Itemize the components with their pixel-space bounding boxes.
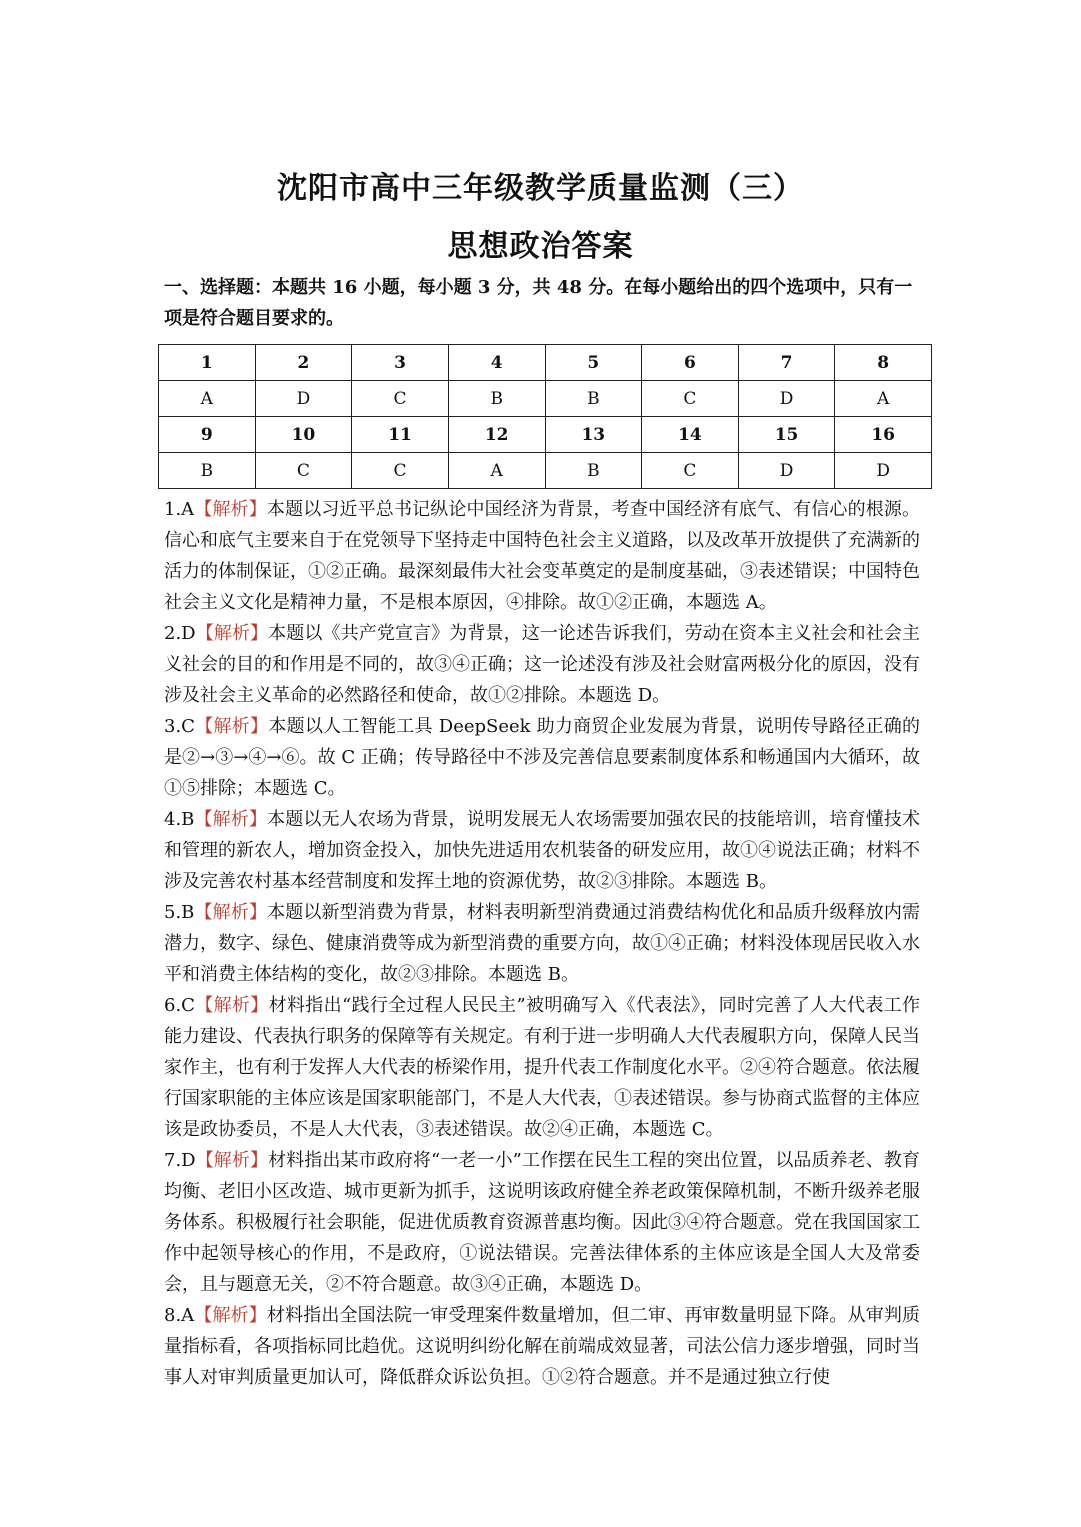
table-row-answers-2 (159, 453, 932, 489)
explanation-text: 本题以《共产党宣言》为背景，这一论述告诉我们，劳动在资本主义社会和社会主义社会的目的和作用是不同的，故③④正确；这一论述没有涉及社会财富两极分化的原因，没有涉及社会主义革命的必然路径和使命，故①②排除。本题选 D。 (164, 623, 921, 706)
question-number-cell: 8 (835, 345, 932, 381)
explanation-item (164, 618, 920, 711)
explanation-item (164, 1300, 920, 1393)
answer-cell: C (352, 453, 449, 489)
analysis-tag: 【解析】 (194, 1305, 267, 1326)
explanation-item (164, 804, 920, 897)
question-number-cell: 1 (159, 345, 256, 381)
analysis-tag: 【解析】 (195, 1150, 269, 1171)
question-answer-prefix: 3.C (164, 716, 195, 737)
explanation-item (164, 711, 920, 804)
explanation-text: 本题以新型消费为背景，材料表明新型消费通过消费结构优化和品质升级释放内需潜力，数字、绿色、健康消费等成为新型消费的重要方向，故①④正确；材料没体现居民收入水平和消费主体结构的变化，故②③排除。本题选 B。 (164, 902, 921, 985)
analysis-tag: 【解析】 (195, 623, 269, 644)
answer-cell: C (642, 381, 739, 417)
explanation-item (164, 494, 920, 618)
question-answer-prefix: 8.A (164, 1305, 195, 1326)
explanation-text: 材料指出某市政府将“一老一小”工作摆在民生工程的突出位置，以品质养老、教育均衡、老旧小区改造、城市更新为抓手，这说明该政府健全养老政策保障机制，不断升级养老服务体系。积极履行社会职能，促进优质教育资源普惠均衡。因此③④符合题意。党在我国国家工作中起领导核心的作用，不是政府，①说法错误。完善法律体系的主体应该是全国人大及常委会，且与题意无关，②不符合题意。故③④正确，本题选 D。 (164, 1150, 921, 1295)
answer-cell: A (159, 381, 256, 417)
analysis-tag: 【解析】 (194, 499, 267, 520)
question-number-cell: 4 (448, 345, 545, 381)
explanation-text: 本题以人工智能工具 DeepSeek 助力商贸企业发展为背景，说明传导路径正确的是②→③→④→⑥。故 C 正确；传导路径中不涉及完善信息要素制度体系和畅通国内大循环，故①⑤排除；本题选 C。 (164, 716, 921, 799)
explanation-text: 本题以无人农场为背景，说明发展无人农场需要加强农民的技能培训，培育懂技术和管理的新农人，增加资金投入，加快先进适用农机装备的研发应用，故①④说法正确；材料不涉及完善农村基本经营制度和发挥土地的资源优势，故②③排除。本题选 B。 (164, 809, 921, 892)
explanation-text: 材料指出全国法院一审受理案件数量增加，但二审、再审数量明显下降。从审判质量指标看，各项指标同比趋优。这说明纠纷化解在前端成效显著，司法公信力逐步增强，同时当事人对审判质量更加认可，降低群众诉讼负担。①②符合题意。并不是通过独立行使 (164, 1305, 921, 1388)
question-number-cell: 14 (642, 417, 739, 453)
answer-cell: B (159, 453, 256, 489)
question-answer-prefix: 7.D (164, 1150, 196, 1171)
explanation-item (164, 897, 920, 990)
answer-table (158, 344, 932, 489)
answer-cell: D (255, 381, 352, 417)
table-row-answers-1 (159, 381, 932, 417)
question-number-cell: 7 (738, 345, 835, 381)
question-number-cell: 5 (545, 345, 642, 381)
answer-cell: A (448, 453, 545, 489)
answer-cell: D (835, 453, 932, 489)
explanation-text: 材料指出“践行全过程人民民主”被明确写入《代表法》，同时完善了人大代表工作能力建设、代表执行职务的保障等有关规定。有利于进一步明确人大代表履职方向，保障人民当家作主，也有利于发挥人大代表的桥梁作用，提升代表工作制度化水平。②④符合题意。依法履行国家职能的主体应该是国家职能部门，不是人大代表，①表述错误。参与协商式监督的主体应该是政协委员，不是人大代表，③表述错误。故②④正确，本题选 C。 (164, 995, 921, 1140)
answer-cell: C (352, 381, 449, 417)
question-number-cell: 12 (448, 417, 545, 453)
analysis-tag: 【解析】 (194, 716, 269, 737)
answer-cell: B (448, 381, 545, 417)
explanation-item (164, 990, 920, 1145)
answer-cell: D (738, 381, 835, 417)
question-answer-prefix: 2.D (164, 623, 196, 644)
answer-cell: C (255, 453, 352, 489)
question-number-cell: 2 (255, 345, 352, 381)
question-number-cell: 10 (255, 417, 352, 453)
question-number-cell: 3 (352, 345, 449, 381)
table-row-numbers-2 (159, 417, 932, 453)
question-answer-prefix: 5.B (164, 902, 195, 923)
answer-cell: A (835, 381, 932, 417)
answer-cell: B (545, 381, 642, 417)
document-subtitle: 思想政治答案 (447, 229, 634, 264)
question-number-cell: 6 (642, 345, 739, 381)
explanation-item (164, 1145, 920, 1300)
explanations (164, 494, 920, 1393)
question-number-cell: 13 (545, 417, 642, 453)
answer-cell: D (738, 453, 835, 489)
table-row-numbers-1 (159, 345, 932, 381)
question-number-cell: 9 (159, 417, 256, 453)
section-heading: 一、选择题：本题共 16 小题，每小题 3 分，共 48 分。在每小题给出的四个选项中，只有一项是符合题目要求的。 (164, 277, 913, 329)
document-title: 沈阳市高中三年级教学质量监测（三） (277, 171, 804, 206)
question-number-cell: 16 (835, 417, 932, 453)
analysis-tag: 【解析】 (194, 995, 269, 1016)
answer-cell: B (545, 453, 642, 489)
analysis-tag: 【解析】 (194, 902, 268, 923)
question-answer-prefix: 6.C (164, 995, 195, 1016)
question-answer-prefix: 1.A (164, 499, 195, 520)
explanation-text: 本题以习近平总书记纵论中国经济为背景，考查中国经济有底气、有信心的根源。信心和底气主要来自于在党领导下坚持走中国特色社会主义道路，以及改革开放提供了充满新的活力的体制保证，①②正确。最深刻最伟大社会变革奠定的是制度基础，③表述错误；中国特色社会主义文化是精神力量，不是根本原因，④排除。故①②正确，本题选 A。 (164, 499, 921, 613)
analysis-tag: 【解析】 (194, 809, 268, 830)
question-answer-prefix: 4.B (164, 809, 195, 830)
answer-cell: C (642, 453, 739, 489)
question-number-cell: 11 (352, 417, 449, 453)
question-number-cell: 15 (738, 417, 835, 453)
